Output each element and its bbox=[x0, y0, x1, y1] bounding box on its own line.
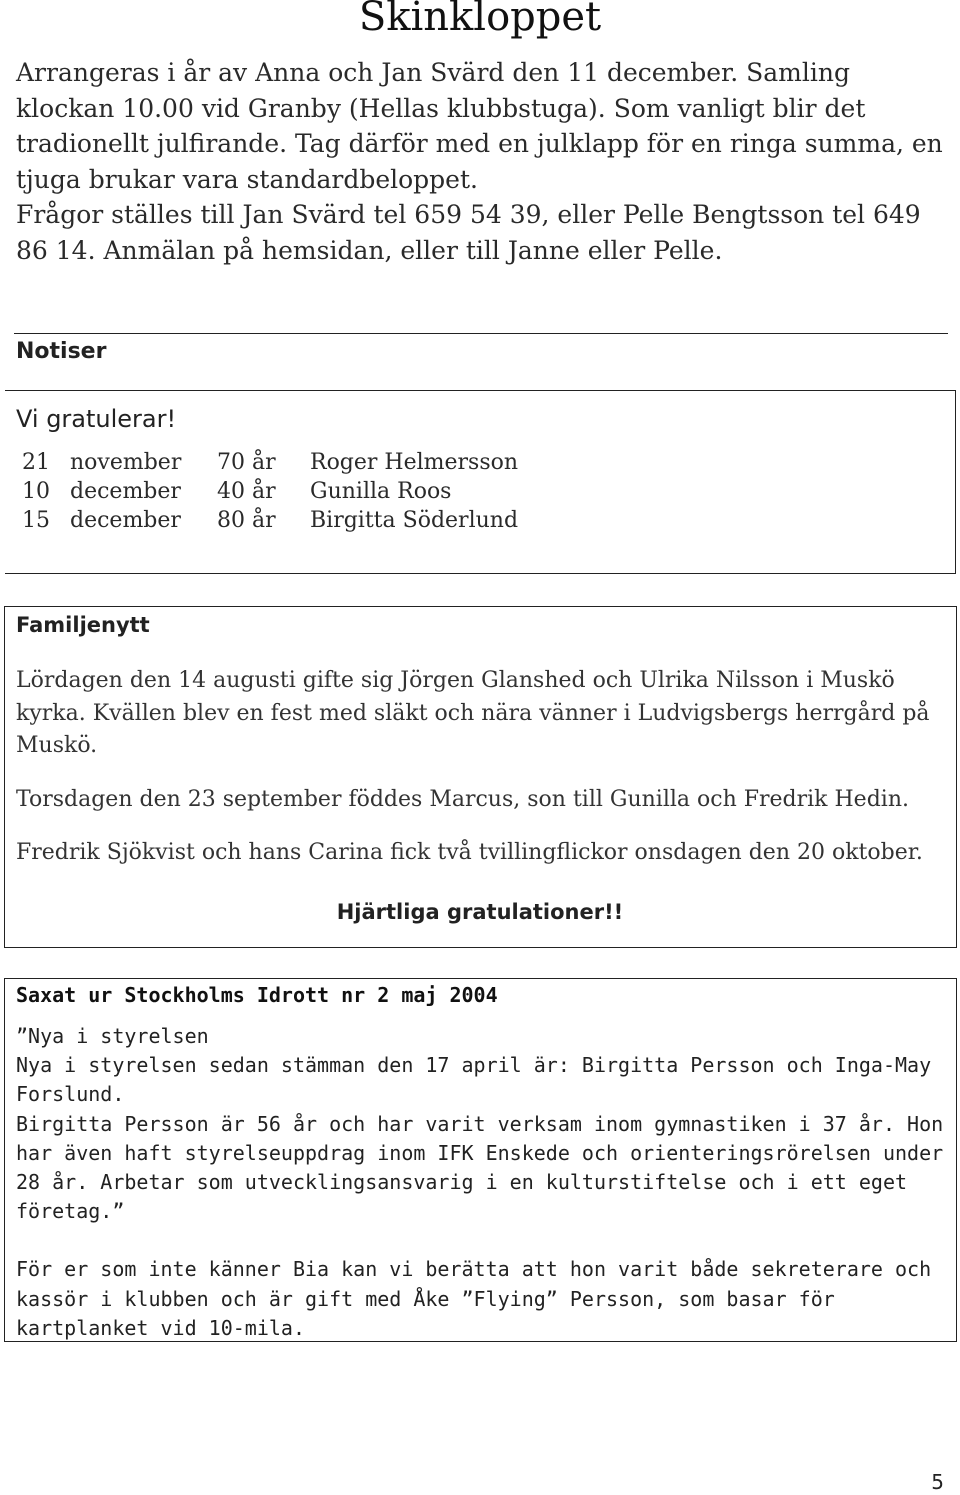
saxat-body bbox=[16, 1022, 946, 1343]
section-divider bbox=[14, 333, 948, 334]
birthday-month: december bbox=[70, 508, 181, 533]
birthday-month: december bbox=[70, 479, 181, 504]
notiser-heading: Notiser bbox=[16, 339, 107, 364]
birthday-day: 21 bbox=[22, 450, 50, 475]
saxat-paragraph-2: För er som inte känner Bia kan vi berätta att hon varit både sekreterare och kassör i klubben och är gift med Åke ”Flying” Persson, som basar för kartplanket vid 10-mila. bbox=[16, 1257, 932, 1340]
birthday-age: 80 år bbox=[217, 508, 276, 533]
intro-section bbox=[16, 55, 946, 268]
page-number: 5 bbox=[931, 1470, 944, 1494]
birthday-list bbox=[22, 448, 518, 535]
birthday-row bbox=[22, 448, 518, 477]
intro-paragraph-2: Frågor ställes till Jan Svärd tel 659 54 39, eller Pelle Bengtsson tel 649 86 14. Anmälan på hemsidan, eller till Janne eller Pelle. bbox=[16, 200, 921, 265]
saxat-line-3: Birgitta Persson är 56 år och har varit verksam inom gymnastiken i 37 år. Hon har även haft styrelseuppdrag inom IFK Enskede och orienteringsrörelsen under 28 år. Arbetar som utvecklingsansvarig i en kulturstiftelse och i ett eget företag.” bbox=[16, 1111, 944, 1224]
familjenytt-body bbox=[16, 665, 946, 891]
birthday-name: Gunilla Roos bbox=[310, 479, 452, 504]
familjenytt-paragraph-2: Torsdagen den 23 september föddes Marcus, son till Gunilla och Fredrik Hedin. bbox=[16, 786, 909, 812]
saxat-line-2: Nya i styrelsen sedan stämman den 17 april är: Birgitta Persson och Inga-May Forslund. bbox=[16, 1053, 932, 1107]
saxat-line-1: ”Nya i styrelsen bbox=[16, 1024, 209, 1048]
intro-paragraph-1: Arrangeras i år av Anna och Jan Svärd den 11 december. Samling klockan 10.00 vid Granby (Hellas klubbstuga). Som vanligt blir det tradionellt julfirande. Tag därför med en julklapp för en ringa summa, en tjuga brukar vara standardbeloppet. bbox=[16, 58, 943, 194]
birthday-age: 70 år bbox=[217, 450, 276, 475]
page-title: Skinkloppet bbox=[358, 0, 602, 40]
familjenytt-heading: Familjenytt bbox=[16, 613, 150, 637]
birthday-name: Roger Helmersson bbox=[310, 450, 519, 475]
birthday-age: 40 år bbox=[217, 479, 276, 504]
birthday-month: november bbox=[70, 450, 182, 475]
familjenytt-closing: Hjärtliga gratulationer!! bbox=[336, 900, 624, 924]
saxat-heading: Saxat ur Stockholms Idrott nr 2 maj 2004 bbox=[16, 983, 498, 1007]
birthday-name: Birgitta Söderlund bbox=[310, 508, 519, 533]
familjenytt-paragraph-3: Fredrik Sjökvist och hans Carina fick två tvillingflickor onsdagen den 20 oktober. bbox=[16, 840, 923, 865]
birthday-day: 10 bbox=[22, 479, 50, 504]
congrats-heading: Vi gratulerar! bbox=[16, 405, 177, 433]
birthday-row bbox=[22, 506, 518, 535]
birthday-row bbox=[22, 477, 518, 506]
familjenytt-paragraph-1: Lördagen den 14 augusti gifte sig Jörgen Glanshed och Ulrika Nilsson i Muskö kyrka. Kvällen blev en fest med släkt och nära vänner i Ludvigsbergs herrgård på Muskö. bbox=[16, 668, 930, 758]
birthday-day: 15 bbox=[22, 508, 50, 533]
